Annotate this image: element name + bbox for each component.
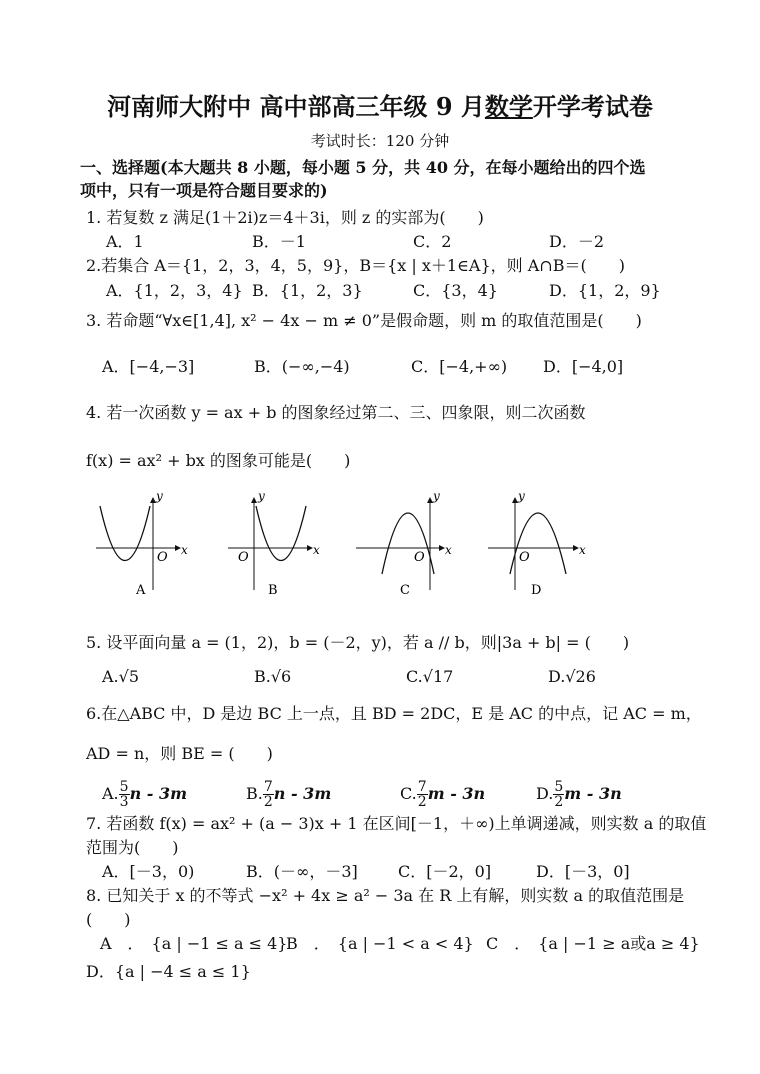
q1-option-b: B．－1 — [252, 232, 306, 251]
q5-option-c: C.√17 — [406, 667, 454, 686]
question-1-stem: 1. 若复数 z 满足(1＋2i)z＝4＋3i，则 z 的实部为( ) — [86, 208, 484, 227]
question-3-stem: 3. 若命题“∀x∈[1,4], x² − 4x − m ≠ 0”是假命题，则 m 的取值范围是( ) — [86, 311, 642, 330]
graph-d — [488, 490, 586, 598]
graph-d-x-label: x — [579, 543, 586, 557]
q3-option-b: B．(−∞,−4) — [254, 357, 350, 376]
q2-option-b: B．{1，2，3} — [252, 281, 363, 300]
q7-option-c: C．[－2，0] — [398, 862, 492, 881]
q2-option-d: D．{1，2，9} — [549, 281, 661, 300]
q1-option-a: A．1 — [106, 232, 144, 251]
graph-b-label: B — [268, 583, 278, 598]
q7-option-d: D．[－3，0] — [536, 862, 630, 881]
graph-a-label: A — [136, 583, 146, 598]
question-7-line2: 范围为( ) — [86, 838, 179, 857]
q2-option-c: C．{3，4} — [413, 281, 498, 300]
graph-b — [228, 490, 320, 598]
graph-d-y-label: y — [518, 490, 525, 503]
q4-graph-options — [0, 490, 760, 600]
q7-option-a: A．[－3，0) — [102, 862, 195, 881]
q6-option-b: B. $\frac{7}{2}$ n - 3m — [246, 779, 332, 810]
q1-option-d: D．－2 — [549, 232, 605, 251]
question-8-line2: ( ) — [86, 910, 131, 929]
q3-option-d: D．[−4,0] — [543, 357, 624, 376]
q5-option-b: B.√6 — [254, 667, 292, 686]
graph-c-y-label: y — [433, 490, 440, 503]
q8-option-d: D．{a | −4 ≤ a ≤ 1} — [86, 962, 251, 981]
q6-option-a: A. $\frac{5}{3}$ n - 3m — [102, 779, 188, 810]
question-5-stem: 5. 设平面向量 a = (1，2)，b = (－2，y)，若 a // b，则|3a + b| = ( ) — [86, 633, 630, 652]
q7-option-b: B．(－∞，－3] — [246, 862, 358, 881]
graph-b-y-label: y — [258, 490, 265, 503]
question-4-line1: 4. 若一次函数 y = ax + b 的图象经过第二、三、四象限，则二次函数 — [86, 403, 586, 422]
graph-a-x-label: x — [181, 543, 188, 557]
graph-c-label: C — [400, 583, 410, 598]
question-7-line1: 7. 若函数 f(x) = ax² + (a − 3)x + 1 在区间[－1，＋∞)上单调递减，则实数 a 的取值 — [86, 814, 707, 833]
graph-b-x-label: x — [313, 543, 320, 557]
q8-option-a: A ． {a | −1 ≤ a ≤ 4} — [100, 934, 288, 953]
q6-option-d: D. $\frac{5}{2}$ m - 3n — [536, 779, 622, 810]
graph-b-origin: O — [238, 550, 249, 565]
exam-duration: 考试时长：120 分钟 — [310, 132, 450, 150]
question-8-line1: 8. 已知关于 x 的不等式 −x² + 4x ≥ a² − 3a 在 R 上有解，则实数 a 的取值范围是 — [86, 886, 685, 905]
graph-d-label: D — [531, 583, 542, 598]
question-6-line2: AD = n，则 BE = ( ) — [86, 744, 273, 763]
q3-option-c: C．[−4,+∞) — [411, 357, 508, 376]
q3-option-a: A．[−4,−3] — [102, 357, 195, 376]
graph-a — [96, 490, 188, 598]
graph-d-origin: O — [519, 550, 530, 565]
q2-option-a: A．{1，2，3，4} — [106, 281, 243, 300]
question-6-line1: 6.在△ABC 中，D 是边 BC 上一点，且 BD = 2DC，E 是 AC 的中点，记 AC = m， — [86, 704, 702, 723]
q8-option-b: B ． {a | −1 < a < 4} — [286, 934, 474, 953]
graph-c-origin: O — [414, 550, 425, 565]
question-4-line2: f(x) = ax² + bx 的图象可能是( ) — [86, 451, 351, 470]
page-title: 河南师大附中 高中部高三年级 9 月数学开学考试卷 — [107, 92, 653, 121]
q6-option-c: C. $\frac{7}{2}$ m - 3n — [400, 779, 486, 810]
graph-a-origin: O — [157, 550, 168, 565]
graph-c-x-label: x — [445, 543, 452, 557]
section-heading: 一、选择题(本大题共 8 小题，每小题 5 分，共 40 分，在每小题给出的四个选 — [80, 158, 646, 177]
graph-c — [356, 490, 452, 598]
section-heading-cont: 项中，只有一项是符合题目要求的) — [80, 181, 328, 200]
q1-option-c: C．2 — [413, 232, 452, 251]
q5-option-a: A.√5 — [102, 667, 140, 686]
q5-option-d: D.√26 — [548, 667, 596, 686]
q8-option-c: C ． {a | −1 ≥ a或a ≥ 4} — [486, 934, 700, 953]
graph-a-y-label: y — [156, 490, 163, 503]
question-2-stem: 2.若集合 A＝{1，2，3，4，5，9}，B＝{x | x＋1∈A}，则 A∩B＝( ) — [86, 256, 625, 275]
